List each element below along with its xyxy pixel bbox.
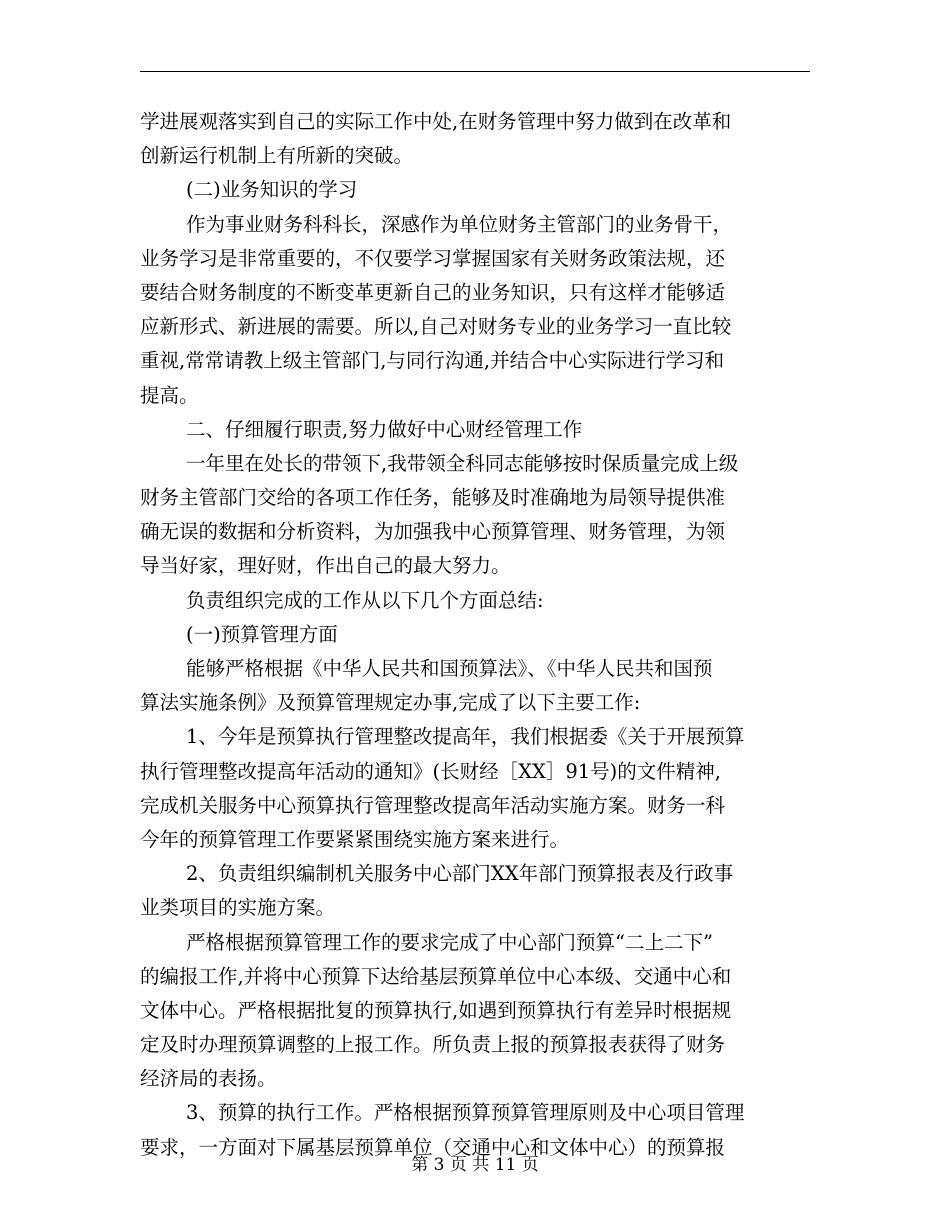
text-line: 要结合财务制度的不断变革更新自己的业务知识，只有这样才能够适 [140,280,726,304]
text-line: 业类项目的实施方案。 [140,896,336,920]
text-line: 1、今年是预算执行管理整改提高年，我们根据委《关于开展预算 [186,725,745,749]
text-line: 业务学习是非常重要的，不仅要学习掌握国家有关财务政策法规，还 [140,246,726,270]
text-line: 要求，一方面对下属基层预算单位（交通中心和文体中心）的预算报 [140,1135,726,1159]
text-line: 导当好家，理好财，作出自己的最大努力。 [140,554,511,578]
page-footer: 第 3 页 共 11 页 [411,1155,539,1175]
text-line: 确无误的数据和分析资料，为加强我中心预算管理、财务管理，为领 [140,520,726,544]
text-line: 今年的预算管理工作要紧紧围绕实施方案来进行。 [140,827,570,851]
text-line: (二)业务知识的学习 [186,178,358,202]
text-line: 严格根据预算管理工作的要求完成了中心部门预算“二上二下” [186,930,713,954]
text-line: 完成机关服务中心预算执行管理整改提高年活动实施方案。财务一科 [140,793,726,817]
text-line: 负责组织完成的工作从以下几个方面总结: [186,588,544,612]
text-line: 重视,常常请教上级主管部门,与同行沟通,并结合中心实际进行学习和 [140,349,725,373]
text-line: 2、负责组织编制机关服务中心部门XX年部门预算报表及行政事 [186,862,734,886]
text-line: 财务主管部门交给的各项工作任务，能够及时准确地为局领导提供准 [140,486,726,510]
text-line: 定及时办理预算调整的上报工作。所负责上报的预算报表获得了财务 [140,1033,726,1057]
text-line: (一)预算管理方面 [186,622,338,646]
text-line: 提高。 [140,383,199,407]
text-line: 二、仔细履行职责,努力做好中心财经管理工作 [186,417,583,441]
header-rule [140,71,810,72]
text-line: 应新形式、新进展的需要。所以,自己对财务专业的业务学习一直比较 [140,315,732,339]
text-line: 经济局的表扬。 [140,1067,277,1091]
text-line: 的编报工作,并将中心预算下达给基层预算单位中心本级、交通中心和 [140,964,732,988]
text-line: 学进展观落实到自己的实际工作中处,在财务管理中努力做到在改革和 [140,110,732,133]
document-body [140,105,810,1165]
text-line: 创新运行机制上有所新的突破。 [140,144,414,168]
text-line: 算法实施条例》及预算管理规定办事,完成了以下主要工作: [140,691,641,715]
text-line: 3、预算的执行工作。严格根据预算预算管理原则及中心项目管理 [186,1101,745,1125]
text-line: 能够严格根据《中华人民共和国预算法》、《中华人民共和国预 [186,657,713,680]
text-line: 执行管理整改提高年活动的通知》(长财经［XX］91号)的文件精神, [140,759,721,783]
text-line: 一年里在处长的带领下,我带领全科同志能够按时保质量完成上级 [186,451,739,475]
text-line: 作为事业财务科科长，深感作为单位财务主管部门的业务骨干， [186,212,733,236]
text-line: 文体中心。严格根据批复的预算执行,如遇到预算执行有差异时根据规 [140,998,732,1022]
